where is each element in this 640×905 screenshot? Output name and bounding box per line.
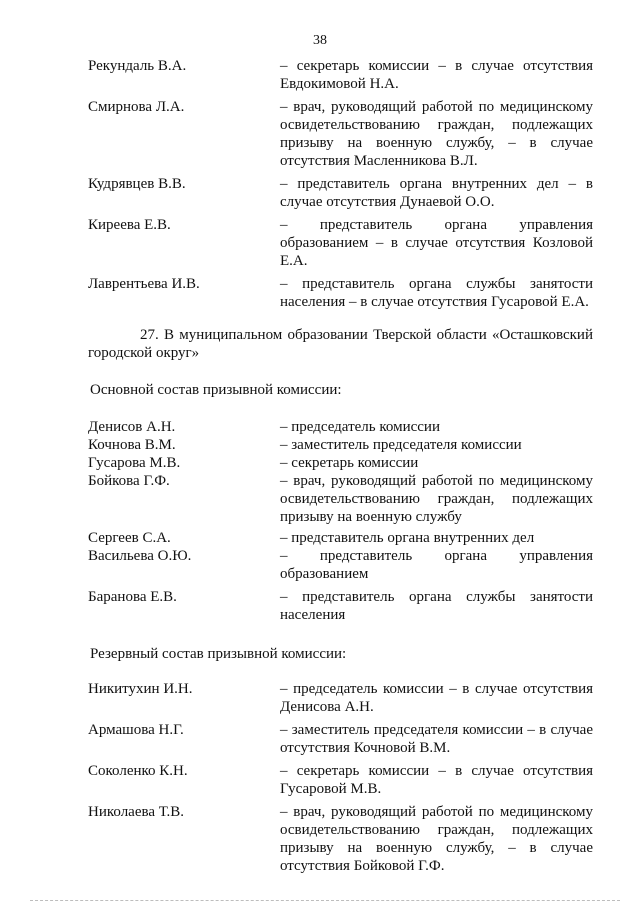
member-row — [88, 454, 593, 472]
member-role: – заместитель председателя комиссии – в случае отсутствия Кочновой В.М. — [280, 722, 593, 756]
member-role: – представитель органа службы занятости населения — [280, 589, 593, 623]
member-role: – врач, руководящий работой по медицинскому освидетельствованию граждан, подлежащих призыву на военную службу, – в случае отсутствия Бойковой Г.Ф. — [280, 804, 593, 874]
member-name: Гусарова М.В. — [88, 455, 181, 471]
member-name: Кочнова В.М. — [88, 437, 176, 453]
member-name: Рекундаль В.А. — [88, 58, 187, 74]
member-row — [88, 216, 593, 270]
member-role: – представитель органа управления образованием – в случае отсутствия Козловой Е.А. — [280, 217, 593, 269]
member-row — [88, 98, 593, 170]
member-name: Никитухин И.Н. — [88, 681, 193, 697]
member-role: – врач, руководящий работой по медицинскому освидетельствованию граждан, подлежащих призыву на военную службу, – в случае отсутствия Масленникова В.Л. — [280, 99, 593, 169]
member-role: – представитель органа службы занятости населения – в случае отсутствия Гусаровой Е.А. — [280, 276, 593, 310]
member-name: Сергеев С.А. — [88, 530, 171, 546]
reserve-composition-list — [88, 680, 593, 875]
member-role: – заместитель председателя комиссии — [280, 437, 522, 453]
member-name: Денисов А.Н. — [88, 419, 176, 435]
member-row — [88, 803, 593, 875]
member-name: Баранова Е.В. — [88, 589, 177, 605]
reserve-composition-heading: Резервный состав призывной комиссии: — [90, 646, 347, 662]
member-row — [88, 547, 593, 583]
member-name: Васильева О.Ю. — [88, 548, 192, 564]
member-row — [88, 472, 593, 526]
member-name: Лаврентьева И.В. — [88, 276, 200, 292]
member-name: Киреева Е.В. — [88, 217, 171, 233]
member-row — [88, 588, 593, 624]
document-body — [88, 57, 593, 875]
member-role: – председатель комиссии – в случае отсутствия Денисова А.Н. — [280, 681, 593, 715]
member-row — [88, 680, 593, 716]
member-role: – врач, руководящий работой по медицинскому освидетельствованию граждан, подлежащих призыву на военную службу — [280, 473, 593, 525]
page-bottom-edge — [30, 900, 620, 901]
member-row — [88, 436, 593, 454]
member-row — [88, 275, 593, 311]
main-composition-heading: Основной состав призывной комиссии: — [90, 382, 342, 398]
member-row — [88, 175, 593, 211]
member-row — [88, 418, 593, 436]
member-row — [88, 762, 593, 798]
member-role: – секретарь комиссии – в случае отсутствия Евдокимовой Н.А. — [280, 58, 593, 92]
main-composition-list — [88, 418, 593, 624]
page-number: 38 — [313, 33, 327, 48]
member-role: – представитель органа внутренних дел — [280, 530, 535, 546]
member-role: – представитель органа управления образованием — [280, 548, 593, 582]
member-name: Кудрявцев В.В. — [88, 176, 186, 192]
member-role: – секретарь комиссии — [280, 455, 419, 471]
member-name: Николаева Т.В. — [88, 804, 184, 820]
member-role: – председатель комиссии — [280, 419, 440, 435]
member-name: Бойкова Г.Ф. — [88, 473, 170, 489]
member-name: Армашова Н.Г. — [88, 722, 184, 738]
member-row — [88, 529, 593, 547]
member-name: Смирнова Л.А. — [88, 99, 185, 115]
member-role: – представитель органа внутренних дел – в случае отсутствия Дунаевой О.О. — [280, 176, 593, 210]
member-name: Соколенко К.Н. — [88, 763, 188, 779]
member-role: – секретарь комиссии – в случае отсутствия Гусаровой М.В. — [280, 763, 593, 797]
member-row — [88, 57, 593, 93]
member-row — [88, 721, 593, 757]
section-paragraph: 27. В муниципальном образовании Тверской области «Осташковский городской округ» — [88, 327, 593, 361]
